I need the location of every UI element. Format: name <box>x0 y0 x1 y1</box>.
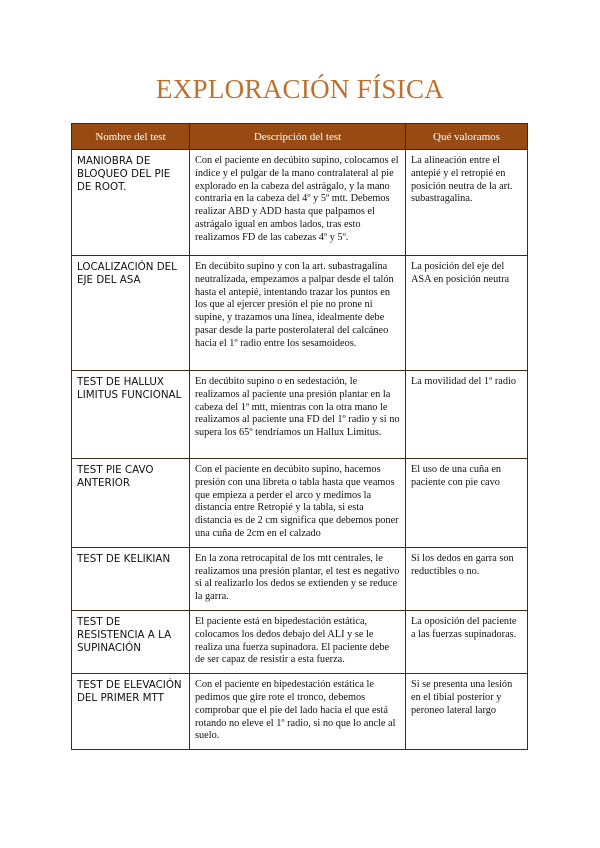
test-name-cell: TEST PIE CAVO ANTERIOR <box>72 459 190 548</box>
test-description-cell: El paciente está en bipedestación estática, colocamos los dedos debajo del ALI y se le realiza una fuerza supinadora. El paciente debe de ser capaz de resistir a esta fuerza. <box>190 610 406 673</box>
header-test-name: Nombre del test <box>72 124 190 150</box>
test-value-cell: La movilidad del 1º radio <box>406 371 528 459</box>
test-description-cell: En decúbito supino o en sedestación, le realizamos al paciente una presión plantar en la cabeza del 1º mtt, mientras con la otra mano le realizamos al paciente una FD del 1º radio y si no supera los 65º tendríamos un Hallux Limitus. <box>190 371 406 459</box>
header-what-we-assess: Qué valoramos <box>406 124 528 150</box>
test-name-cell: MANIOBRA DE BLOQUEO DEL PIE DE ROOT. <box>72 150 190 256</box>
table-row <box>72 371 528 459</box>
test-name-cell: TEST DE RESISTENCIA A LA SUPINACIÓN <box>72 610 190 673</box>
test-description-cell: Con el paciente en decúbito supino, hacemos presión con una libreta o tabla hasta que veamos que empieza a perder el arco y medimos la distancia entre Retropié y la tabla, si esta distancia es de 2 cm significa que debemos poner una cuña de 2cm en el calzado <box>190 459 406 548</box>
table-row <box>72 256 528 371</box>
header-test-description: Descripción del test <box>190 124 406 150</box>
table-row <box>72 459 528 548</box>
test-value-cell: La oposición del paciente a las fuerzas supinadoras. <box>406 610 528 673</box>
test-name-cell: LOCALIZACIÓN DEL EJE DEL ASA <box>72 256 190 371</box>
table-row <box>72 547 528 610</box>
exploration-table <box>71 123 528 750</box>
table-row <box>72 610 528 673</box>
test-value-cell: Si los dedos en garra son reductibles o no. <box>406 547 528 610</box>
test-value-cell: La posición del eje del ASA en posición neutra <box>406 256 528 371</box>
test-description-cell: En la zona retrocapital de los mtt centrales, le realizamos una presión plantar, el test es negativo si al realizarlo los dedos se extienden y se reduce la garra. <box>190 547 406 610</box>
test-name-cell: TEST DE HALLUX LIMITUS FUNCIONAL <box>72 371 190 459</box>
test-value-cell: La alineación entre el antepié y el retropié en posición neutra de la art. subastragalina. <box>406 150 528 256</box>
test-description-cell: Con el paciente en decúbito supino, colocamos el índice y el pulgar de la mano contralateral al pie explorado en la cabeza del astrágalo, y la mano contraria en la cabeza del 4º y 5º mtt. Debemos realizar ABD y ADD hasta que palpamos el astrágalo igual en ambos lados, tras esto realizamos FD de las cabezas 4º y 5º. <box>190 150 406 256</box>
table-row <box>72 674 528 750</box>
test-value-cell: Si se presenta una lesión en el tibial posterior y peroneo lateral largo <box>406 674 528 750</box>
table-row <box>72 150 528 256</box>
test-name-cell: TEST DE ELEVACIÓN DEL PRIMER MTT <box>72 674 190 750</box>
test-name-cell: TEST DE KELIKIAN <box>72 547 190 610</box>
table-header-row <box>72 124 528 150</box>
page-title: EXPLORACIÓN FÍSICA <box>155 74 445 104</box>
test-value-cell: El uso de una cuña en paciente con pie cavo <box>406 459 528 548</box>
test-description-cell: En decúbito supino y con la art. subastragalina neutralizada, empezamos a palpar desde el talón hasta el antepié, intentando trazar los puntos en los que al ejercer presión el pie no prone ni supine, y trazamos una línea, idealmente debe pasar desde la parte posterolateral del calcáneo hacia el 1º radio entre los sesamoideos. <box>190 256 406 371</box>
test-description-cell: Con el paciente en bipedestación estática le pedimos que gire rote el tronco, debemos comprobar que el pie del lado hacia el que está rotando no eleve el 1º radio, si no que lo ancle al suelo. <box>190 674 406 750</box>
